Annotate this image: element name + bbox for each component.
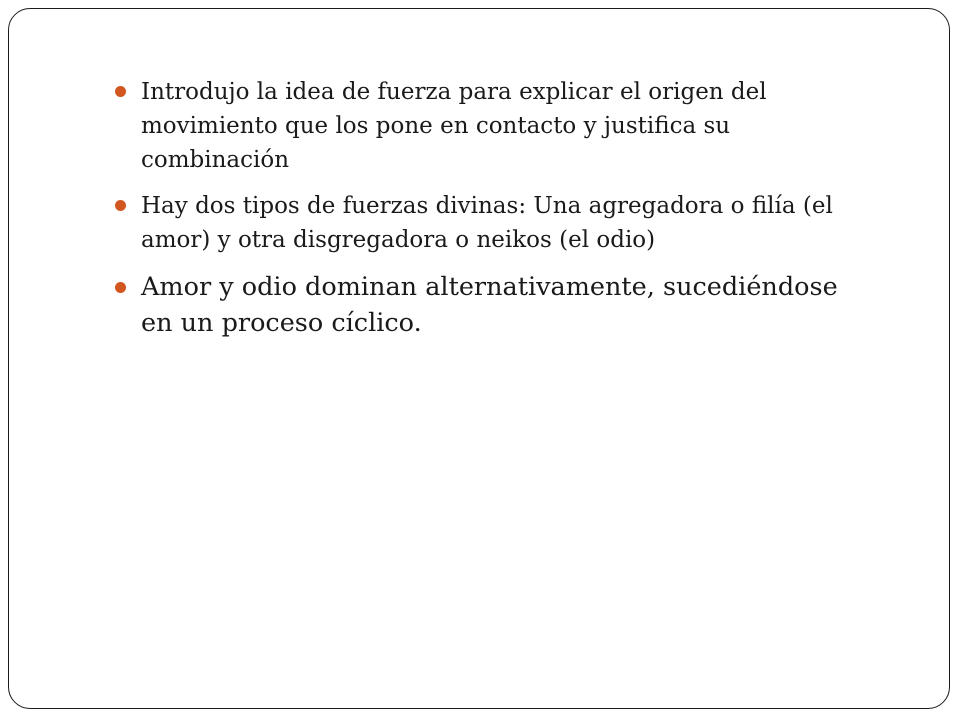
bullet-text-2: Hay dos tipos de fuerzas divinas: Una agregadora o filía (el amor) y otra disgregadora o neikos (el odio) xyxy=(141,193,833,253)
bullet-text-3: Amor y odio dominan alternativamente, sucediéndose en un proceso cíclico. xyxy=(141,272,838,338)
bullet-dot-icon xyxy=(115,282,126,293)
slide-frame xyxy=(8,8,950,709)
bullet-dot-icon xyxy=(115,200,126,211)
bullet-dot-icon xyxy=(115,86,126,97)
bullet-item-1 xyxy=(113,75,853,177)
bullet-item-2 xyxy=(113,189,853,257)
slide-content xyxy=(113,75,853,353)
bullet-list xyxy=(113,75,853,341)
bullet-text-1: Introdujo la idea de fuerza para explicar el origen del movimiento que los pone en contacto y justifica su combinación xyxy=(141,79,767,173)
bullet-item-3 xyxy=(113,269,853,341)
